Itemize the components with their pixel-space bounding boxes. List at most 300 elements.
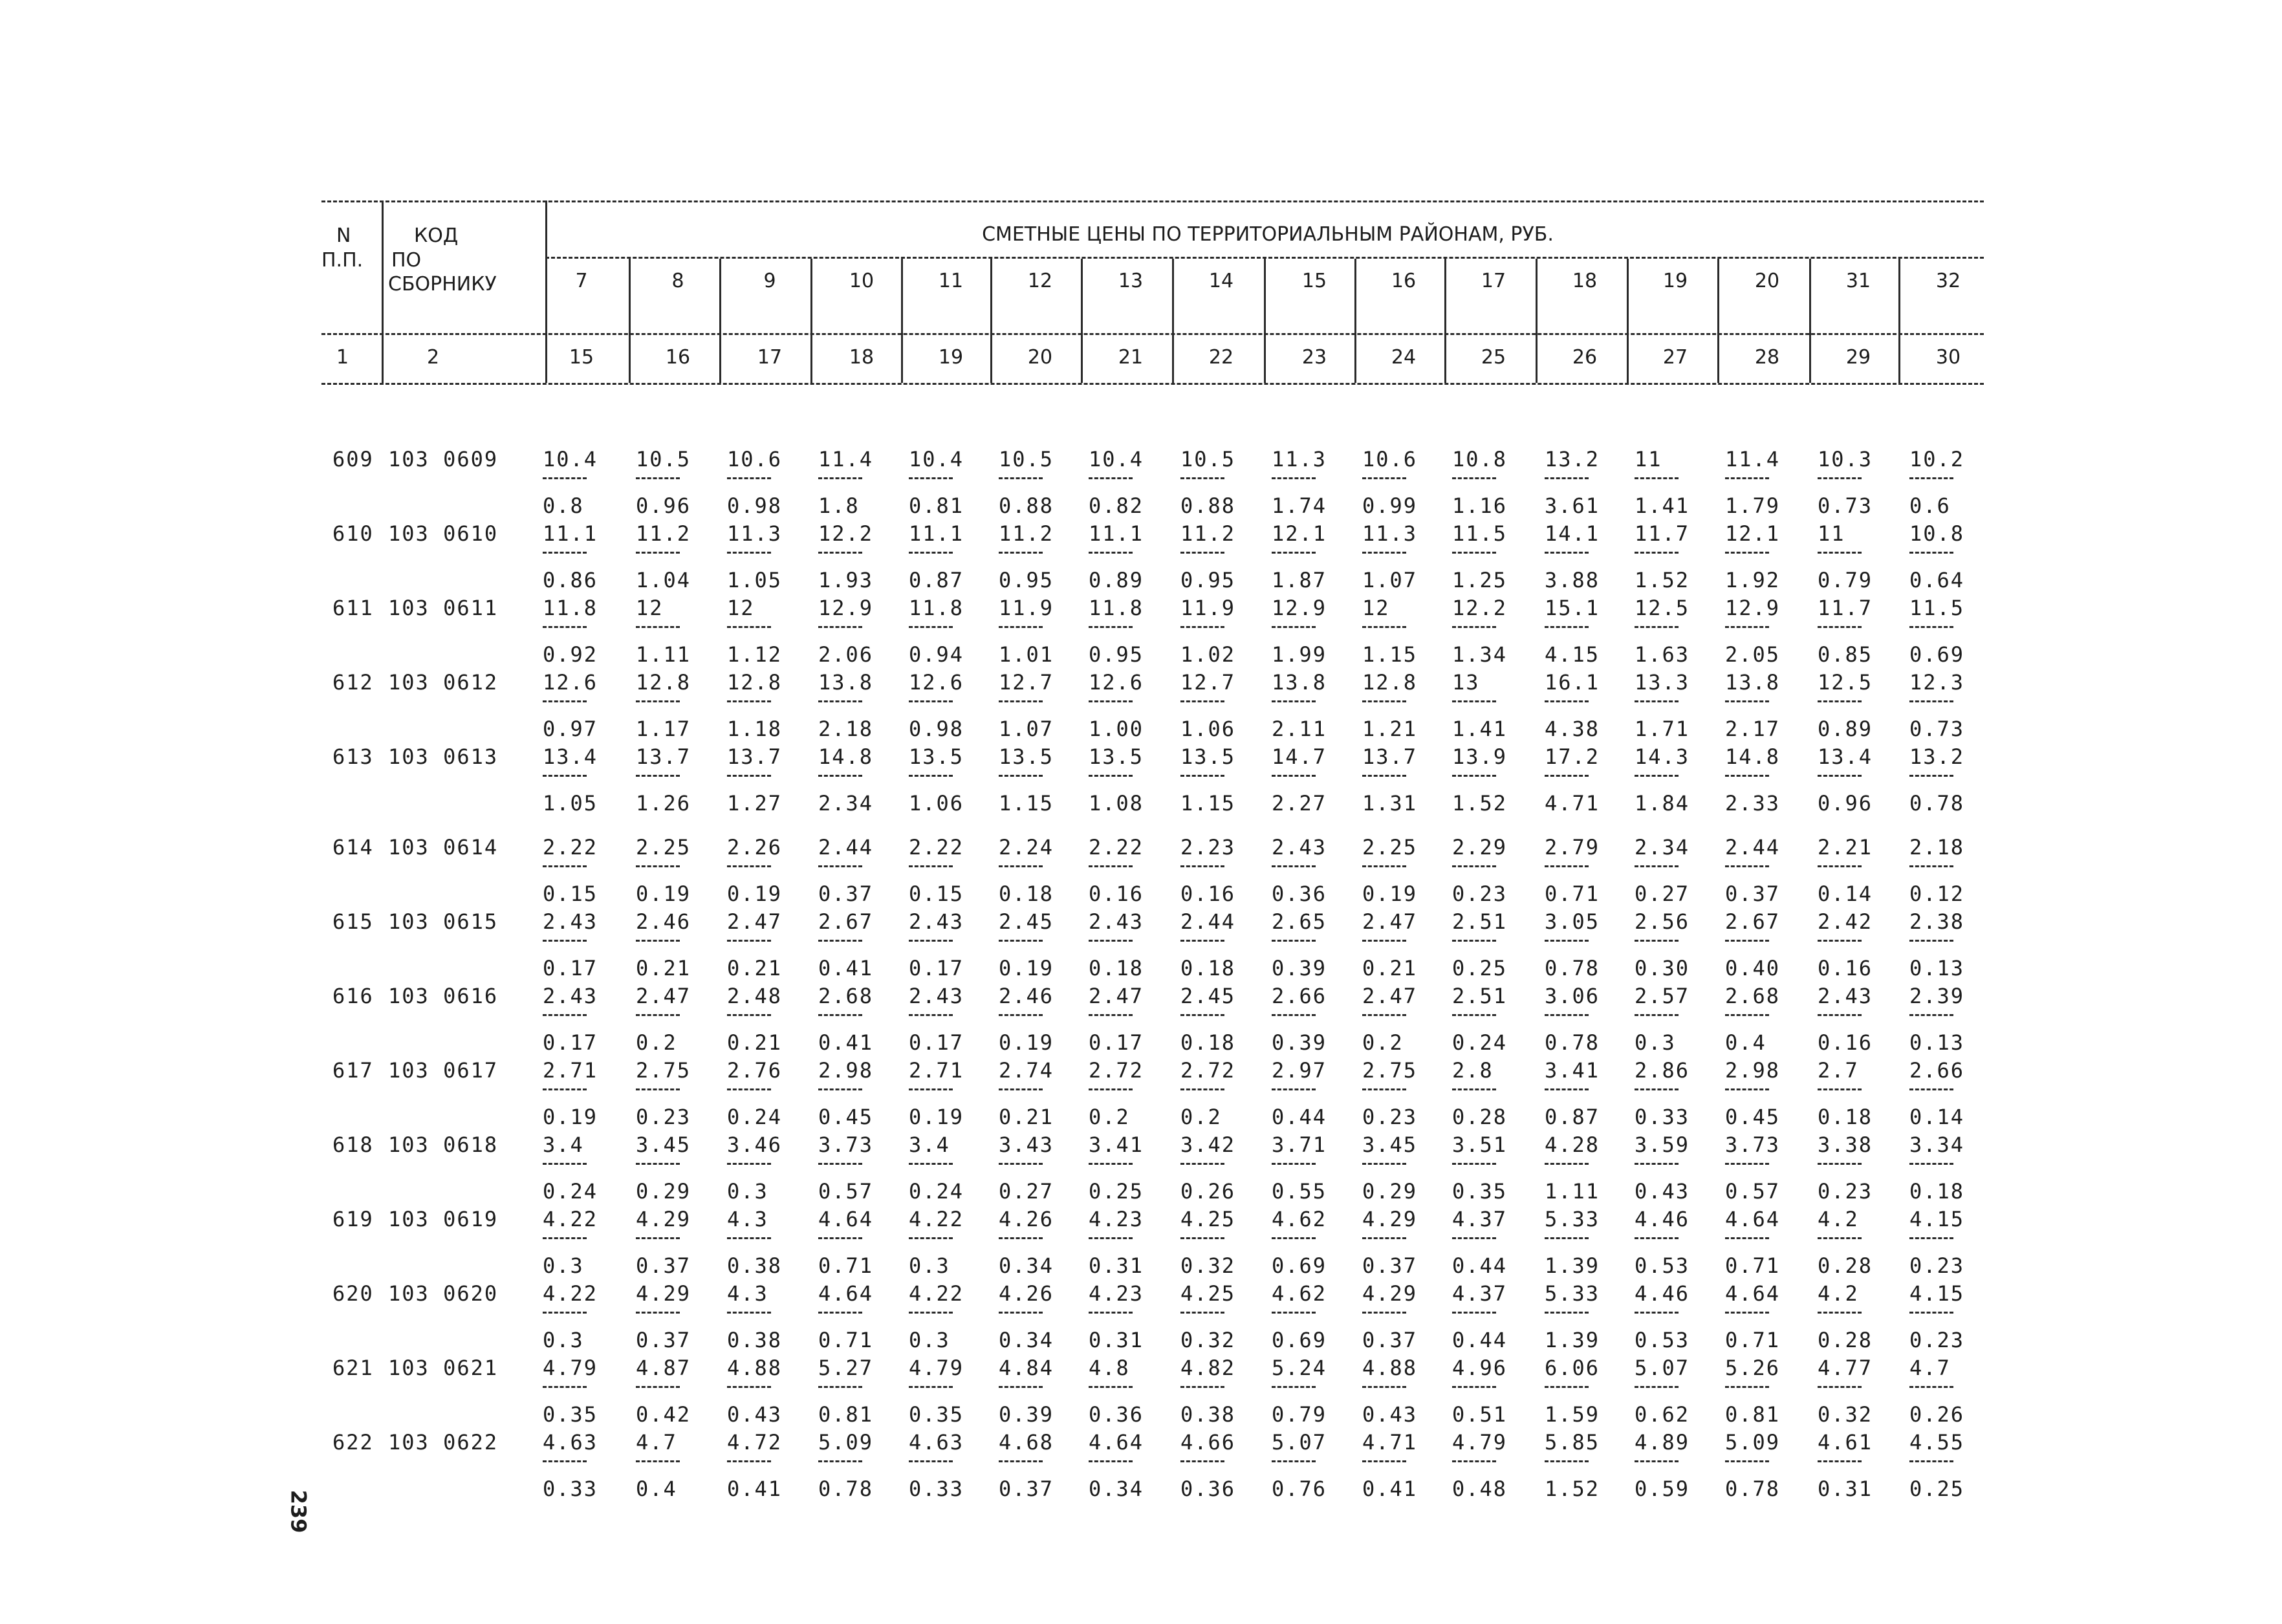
price-numerator: 13.3 <box>1635 670 1690 695</box>
price-numerator: 3.45 <box>636 1132 691 1157</box>
price-numerator: 2.43 <box>1818 984 1873 1008</box>
price-numerator: 4.7 <box>636 1430 677 1455</box>
fraction-bar <box>999 1386 1043 1388</box>
price-numerator: 2.75 <box>636 1058 691 1083</box>
index-col-26: 26 <box>1572 346 1598 369</box>
header-code-label-2: ПО <box>391 249 422 272</box>
fraction-bar <box>1725 477 1769 479</box>
price-denominator: 2.27 <box>1272 791 1327 816</box>
index-left-2: 2 <box>427 346 440 369</box>
price-denominator: 0.71 <box>818 1253 874 1278</box>
price-numerator: 3.41 <box>1089 1132 1144 1157</box>
price-numerator: 4.23 <box>1089 1281 1144 1306</box>
price-numerator: 2.43 <box>543 909 598 934</box>
price-numerator: 4.62 <box>1272 1207 1327 1231</box>
price-denominator: 1.07 <box>999 717 1054 741</box>
fraction-bar <box>727 1088 771 1090</box>
fraction-bar <box>1635 1088 1679 1090</box>
fraction-bar <box>1545 1014 1589 1016</box>
fraction-bar <box>818 775 862 777</box>
price-denominator: 0.95 <box>1089 642 1144 667</box>
fraction-bar <box>1818 552 1862 554</box>
fraction-bar <box>1180 1460 1224 1462</box>
price-numerator: 4.15 <box>1909 1281 1965 1306</box>
price-denominator: 1.8 <box>818 493 860 518</box>
fraction-bar <box>1272 1386 1316 1388</box>
price-numerator: 5.07 <box>1272 1430 1327 1455</box>
price-numerator: 13.2 <box>1545 447 1600 471</box>
index-col-18: 18 <box>849 346 875 369</box>
price-numerator: 13.8 <box>818 670 874 695</box>
fraction-bar <box>1272 552 1316 554</box>
price-denominator: 0.21 <box>727 1030 783 1055</box>
price-numerator: 12 <box>636 596 664 620</box>
price-numerator: 2.7 <box>1818 1058 1859 1083</box>
price-denominator: 0.23 <box>1818 1179 1873 1204</box>
fraction-bar <box>1272 700 1316 702</box>
price-denominator: 1.08 <box>1089 791 1144 816</box>
price-numerator: 11.1 <box>909 521 964 546</box>
fraction-bar <box>1635 865 1679 867</box>
fraction-bar <box>1909 1163 1953 1165</box>
fraction-bar <box>636 775 680 777</box>
fraction-bar <box>1725 552 1769 554</box>
index-col-20: 20 <box>1027 346 1053 369</box>
price-numerator: 10.3 <box>1818 447 1873 471</box>
price-numerator: 4.26 <box>999 1281 1054 1306</box>
fraction-bar <box>1452 477 1496 479</box>
price-numerator: 13 <box>1452 670 1480 695</box>
fraction-bar <box>1725 1460 1769 1462</box>
price-denominator: 0.79 <box>1272 1402 1327 1427</box>
price-numerator: 2.44 <box>1725 835 1781 860</box>
fraction-bar <box>1089 1386 1133 1388</box>
price-numerator: 3.42 <box>1180 1132 1236 1157</box>
price-denominator: 1.15 <box>999 791 1054 816</box>
price-denominator: 0.44 <box>1452 1328 1508 1352</box>
index-col-30: 30 <box>1935 346 1961 369</box>
fraction-bar <box>1545 700 1589 702</box>
price-denominator: 1.41 <box>1635 493 1690 518</box>
price-numerator: 11.5 <box>1909 596 1965 620</box>
fraction-bar <box>1818 477 1862 479</box>
price-denominator: 0.59 <box>1635 1477 1690 1501</box>
price-numerator: 10.4 <box>909 447 964 471</box>
price-numerator: 4.22 <box>909 1207 964 1231</box>
price-numerator: 2.8 <box>1452 1058 1494 1083</box>
price-numerator: 4.3 <box>727 1281 768 1306</box>
district-header-15: 15 <box>1301 270 1327 292</box>
price-denominator: 0.44 <box>1272 1105 1327 1129</box>
price-denominator: 0.24 <box>727 1105 783 1129</box>
price-numerator: 2.22 <box>543 835 598 860</box>
price-numerator: 4.46 <box>1635 1207 1690 1231</box>
price-denominator: 0.14 <box>1818 882 1873 906</box>
price-denominator: 0.26 <box>1909 1402 1965 1427</box>
fraction-bar <box>909 1312 953 1314</box>
price-denominator: 0.33 <box>1635 1105 1690 1129</box>
price-numerator: 2.43 <box>1089 909 1144 934</box>
price-denominator: 0.62 <box>1635 1402 1690 1427</box>
row-number: 618 <box>332 1132 374 1157</box>
price-denominator: 0.28 <box>1452 1105 1508 1129</box>
fraction-bar <box>1545 940 1589 942</box>
fraction-bar <box>727 775 771 777</box>
fraction-bar <box>909 477 953 479</box>
price-denominator: 2.17 <box>1725 717 1781 741</box>
price-numerator: 2.76 <box>727 1058 783 1083</box>
price-denominator: 1.16 <box>1452 493 1508 518</box>
fraction-bar <box>727 1237 771 1239</box>
price-numerator: 4.79 <box>1452 1430 1508 1455</box>
price-denominator: 0.17 <box>543 1030 598 1055</box>
fraction-bar <box>727 1386 771 1388</box>
price-numerator: 2.72 <box>1180 1058 1236 1083</box>
fraction-bar <box>999 700 1043 702</box>
price-denominator: 1.12 <box>727 642 783 667</box>
price-denominator: 1.71 <box>1635 717 1690 741</box>
price-numerator: 2.45 <box>1180 984 1236 1008</box>
price-denominator: 0.2 <box>1180 1105 1222 1129</box>
fraction-bar <box>1089 552 1133 554</box>
price-numerator: 2.47 <box>1089 984 1144 1008</box>
price-numerator: 3.06 <box>1545 984 1600 1008</box>
district-divider-1 <box>629 259 631 383</box>
price-denominator: 0.35 <box>909 1402 964 1427</box>
fraction-bar <box>636 1014 680 1016</box>
price-denominator: 1.39 <box>1545 1253 1600 1278</box>
price-denominator: 0.19 <box>727 882 783 906</box>
price-denominator: 2.06 <box>818 642 874 667</box>
price-denominator: 0.85 <box>1818 642 1873 667</box>
fraction-bar <box>727 940 771 942</box>
price-denominator: 0.95 <box>1180 568 1236 592</box>
fraction-bar <box>1545 626 1589 628</box>
price-denominator: 4.15 <box>1545 642 1600 667</box>
price-numerator: 2.34 <box>1635 835 1690 860</box>
price-denominator: 0.41 <box>818 1030 874 1055</box>
price-denominator: 1.02 <box>1180 642 1236 667</box>
price-numerator: 12.7 <box>1180 670 1236 695</box>
price-denominator: 0.19 <box>999 1030 1054 1055</box>
fraction-bar <box>1452 940 1496 942</box>
price-numerator: 4.55 <box>1909 1430 1965 1455</box>
price-denominator: 0.25 <box>1909 1477 1965 1501</box>
price-numerator: 11.1 <box>543 521 598 546</box>
price-numerator: 12.2 <box>818 521 874 546</box>
price-denominator: 0.33 <box>543 1477 598 1501</box>
fraction-bar <box>1909 700 1953 702</box>
price-denominator: 0.21 <box>727 956 783 980</box>
price-denominator: 0.19 <box>999 956 1054 980</box>
fraction-bar <box>1180 1386 1224 1388</box>
price-denominator: 0.16 <box>1180 882 1236 906</box>
price-denominator: 0.17 <box>909 1030 964 1055</box>
price-numerator: 11.7 <box>1818 596 1873 620</box>
price-numerator: 2.22 <box>909 835 964 860</box>
price-numerator: 4.87 <box>636 1356 691 1380</box>
price-numerator: 2.46 <box>999 984 1054 1008</box>
price-denominator: 1.11 <box>1545 1179 1600 1204</box>
price-denominator: 0.14 <box>1909 1105 1965 1129</box>
price-denominator: 0.36 <box>1272 882 1327 906</box>
price-numerator: 14.7 <box>1272 744 1327 769</box>
price-denominator: 0.3 <box>543 1328 584 1352</box>
price-numerator: 11.2 <box>636 521 691 546</box>
price-denominator: 0.97 <box>543 717 598 741</box>
district-header-9: 9 <box>763 270 776 292</box>
fraction-bar <box>1272 477 1316 479</box>
price-denominator: 0.16 <box>1089 882 1144 906</box>
fraction-bar <box>1362 1163 1406 1165</box>
districts-bottom-rule <box>321 333 1984 335</box>
price-denominator: 0.55 <box>1272 1179 1327 1204</box>
district-divider-6 <box>1081 259 1083 383</box>
price-numerator: 2.43 <box>909 909 964 934</box>
district-header-16: 16 <box>1391 270 1417 292</box>
price-numerator: 4.7 <box>1909 1356 1951 1380</box>
price-numerator: 3.71 <box>1272 1132 1327 1157</box>
fraction-bar <box>1818 1088 1862 1090</box>
row-number: 616 <box>332 984 374 1008</box>
price-numerator: 4.26 <box>999 1207 1054 1231</box>
price-numerator: 14.3 <box>1635 744 1690 769</box>
fraction-bar <box>1272 1014 1316 1016</box>
price-denominator: 0.19 <box>909 1105 964 1129</box>
price-numerator: 4.79 <box>543 1356 598 1380</box>
price-numerator: 11.9 <box>1180 596 1236 620</box>
fraction-bar <box>999 1088 1043 1090</box>
price-numerator: 4.63 <box>909 1430 964 1455</box>
price-numerator: 11.8 <box>909 596 964 620</box>
price-numerator: 2.71 <box>543 1058 598 1083</box>
price-denominator: 1.15 <box>1180 791 1236 816</box>
price-denominator: 0.31 <box>1089 1328 1144 1352</box>
price-denominator: 1.00 <box>1089 717 1144 741</box>
fraction-bar <box>909 865 953 867</box>
price-denominator: 0.92 <box>543 642 598 667</box>
fraction-bar <box>727 1460 771 1462</box>
fraction-bar <box>1272 1312 1316 1314</box>
price-denominator: 1.11 <box>636 642 691 667</box>
price-numerator: 5.33 <box>1545 1281 1600 1306</box>
fraction-bar <box>1362 1088 1406 1090</box>
price-denominator: 0.30 <box>1635 956 1690 980</box>
row-number: 611 <box>332 596 374 620</box>
fraction-bar <box>543 865 587 867</box>
price-numerator: 4.29 <box>636 1207 691 1231</box>
price-numerator: 16.1 <box>1545 670 1600 695</box>
price-numerator: 5.27 <box>818 1356 874 1380</box>
price-numerator: 4.28 <box>1545 1132 1600 1157</box>
price-denominator: 0.41 <box>1362 1477 1418 1501</box>
price-denominator: 0.32 <box>1818 1402 1873 1427</box>
price-denominator: 1.34 <box>1452 642 1508 667</box>
price-denominator: 0.18 <box>1180 1030 1236 1055</box>
price-denominator: 0.87 <box>909 568 964 592</box>
price-denominator: 1.92 <box>1725 568 1781 592</box>
fraction-bar <box>1818 1386 1862 1388</box>
price-denominator: 0.18 <box>1089 956 1144 980</box>
price-numerator: 4.22 <box>543 1281 598 1306</box>
fraction-bar <box>1180 1237 1224 1239</box>
fraction-bar <box>1452 775 1496 777</box>
fraction-bar <box>1635 940 1679 942</box>
price-numerator: 12.6 <box>909 670 964 695</box>
fraction-bar <box>1362 775 1406 777</box>
fraction-bar <box>909 1014 953 1016</box>
district-divider-11 <box>1536 259 1538 383</box>
fraction-bar <box>1362 940 1406 942</box>
index-col-24: 24 <box>1391 346 1417 369</box>
price-numerator: 11.2 <box>1180 521 1236 546</box>
price-denominator: 0.4 <box>636 1477 677 1501</box>
price-denominator: 1.25 <box>1452 568 1508 592</box>
price-numerator: 12.2 <box>1452 596 1508 620</box>
fraction-bar <box>999 1237 1043 1239</box>
price-numerator: 2.98 <box>1725 1058 1781 1083</box>
fraction-bar <box>1725 1386 1769 1388</box>
price-numerator: 4.88 <box>727 1356 783 1380</box>
price-denominator: 0.39 <box>1272 1030 1327 1055</box>
price-numerator: 2.18 <box>1909 835 1965 860</box>
fraction-bar <box>1635 775 1679 777</box>
price-numerator: 10.8 <box>1452 447 1508 471</box>
price-numerator: 13.7 <box>727 744 783 769</box>
fraction-bar <box>1089 1460 1133 1462</box>
district-divider-10 <box>1444 259 1446 383</box>
fraction-bar <box>1635 1386 1679 1388</box>
price-numerator: 2.57 <box>1635 984 1690 1008</box>
price-numerator: 2.43 <box>909 984 964 1008</box>
price-denominator: 0.88 <box>999 493 1054 518</box>
district-divider-5 <box>990 259 992 383</box>
fraction-bar <box>818 700 862 702</box>
price-denominator: 0.16 <box>1818 1030 1873 1055</box>
price-numerator: 10.6 <box>1362 447 1418 471</box>
fraction-bar <box>1089 940 1133 942</box>
price-numerator: 14.1 <box>1545 521 1600 546</box>
price-numerator: 4.23 <box>1089 1207 1144 1231</box>
fraction-bar <box>1089 1163 1133 1165</box>
price-denominator: 0.42 <box>636 1402 691 1427</box>
price-numerator: 2.97 <box>1272 1058 1327 1083</box>
fraction-bar <box>1909 1237 1953 1239</box>
price-numerator: 11.4 <box>1725 447 1781 471</box>
price-denominator: 0.71 <box>818 1328 874 1352</box>
price-denominator: 0.28 <box>1818 1253 1873 1278</box>
price-denominator: 1.21 <box>1362 717 1418 741</box>
fraction-bar <box>636 1237 680 1239</box>
price-denominator: 4.38 <box>1545 717 1600 741</box>
fraction-bar <box>543 477 587 479</box>
district-divider-3 <box>810 259 812 383</box>
price-numerator: 3.73 <box>1725 1132 1781 1157</box>
fraction-bar <box>999 626 1043 628</box>
index-col-15: 15 <box>569 346 594 369</box>
fraction-bar <box>909 1163 953 1165</box>
price-numerator: 4.77 <box>1818 1356 1873 1380</box>
fraction-bar <box>1089 1312 1133 1314</box>
price-denominator: 0.57 <box>818 1179 874 1204</box>
price-numerator: 13.7 <box>636 744 691 769</box>
price-numerator: 2.66 <box>1272 984 1327 1008</box>
price-numerator: 12.1 <box>1272 521 1327 546</box>
price-numerator: 2.25 <box>1362 835 1418 860</box>
price-numerator: 10.5 <box>999 447 1054 471</box>
price-denominator: 0.88 <box>1180 493 1236 518</box>
price-numerator: 4.64 <box>818 1281 874 1306</box>
price-numerator: 4.15 <box>1909 1207 1965 1231</box>
fraction-bar <box>999 775 1043 777</box>
price-numerator: 13.5 <box>1089 744 1144 769</box>
fraction-bar <box>1452 552 1496 554</box>
row-code: 103 0610 <box>388 521 499 546</box>
fraction-bar <box>727 1014 771 1016</box>
fraction-bar <box>909 1088 953 1090</box>
price-denominator: 0.31 <box>1089 1253 1144 1278</box>
price-denominator: 2.18 <box>818 717 874 741</box>
fraction-bar <box>1909 1386 1953 1388</box>
fraction-bar <box>818 552 862 554</box>
fraction-bar <box>727 477 771 479</box>
fraction-bar <box>1089 1237 1133 1239</box>
price-numerator: 12.6 <box>1089 670 1144 695</box>
price-numerator: 3.05 <box>1545 909 1600 934</box>
price-denominator: 0.4 <box>1725 1030 1766 1055</box>
price-numerator: 4.66 <box>1180 1430 1236 1455</box>
price-denominator: 2.33 <box>1725 791 1781 816</box>
fraction-bar <box>1545 1386 1589 1388</box>
price-numerator: 2.44 <box>1180 909 1236 934</box>
price-numerator: 4.88 <box>1362 1356 1418 1380</box>
price-numerator: 5.85 <box>1545 1430 1600 1455</box>
price-denominator: 2.11 <box>1272 717 1327 741</box>
row-code: 103 0618 <box>388 1132 499 1157</box>
fraction-bar <box>1909 626 1953 628</box>
price-numerator: 2.75 <box>1362 1058 1418 1083</box>
fraction-bar <box>1635 1237 1679 1239</box>
price-denominator: 0.53 <box>1635 1253 1690 1278</box>
district-header-31: 31 <box>1845 270 1871 292</box>
price-numerator: 3.4 <box>909 1132 950 1157</box>
price-denominator: 1.06 <box>909 791 964 816</box>
fraction-bar <box>1635 552 1679 554</box>
price-numerator: 10.2 <box>1909 447 1965 471</box>
price-denominator: 0.23 <box>636 1105 691 1129</box>
fraction-bar <box>636 1312 680 1314</box>
fraction-bar <box>1362 626 1406 628</box>
index-col-21: 21 <box>1118 346 1144 369</box>
price-numerator: 12.8 <box>636 670 691 695</box>
fraction-bar <box>543 775 587 777</box>
price-denominator: 0.86 <box>543 568 598 592</box>
index-col-27: 27 <box>1662 346 1688 369</box>
header-n-label: N <box>336 224 351 247</box>
price-denominator: 0.12 <box>1909 882 1965 906</box>
price-denominator: 0.34 <box>1089 1477 1144 1501</box>
price-numerator: 5.09 <box>818 1430 874 1455</box>
fraction-bar <box>1452 1014 1496 1016</box>
price-numerator: 4.64 <box>1089 1430 1144 1455</box>
price-denominator: 1.41 <box>1452 717 1508 741</box>
price-numerator: 13.4 <box>543 744 598 769</box>
price-numerator: 11.3 <box>727 521 783 546</box>
price-denominator: 0.19 <box>543 1105 598 1129</box>
price-denominator: 0.13 <box>1909 1030 1965 1055</box>
row-number: 620 <box>332 1281 374 1306</box>
fraction-bar <box>1635 1163 1679 1165</box>
